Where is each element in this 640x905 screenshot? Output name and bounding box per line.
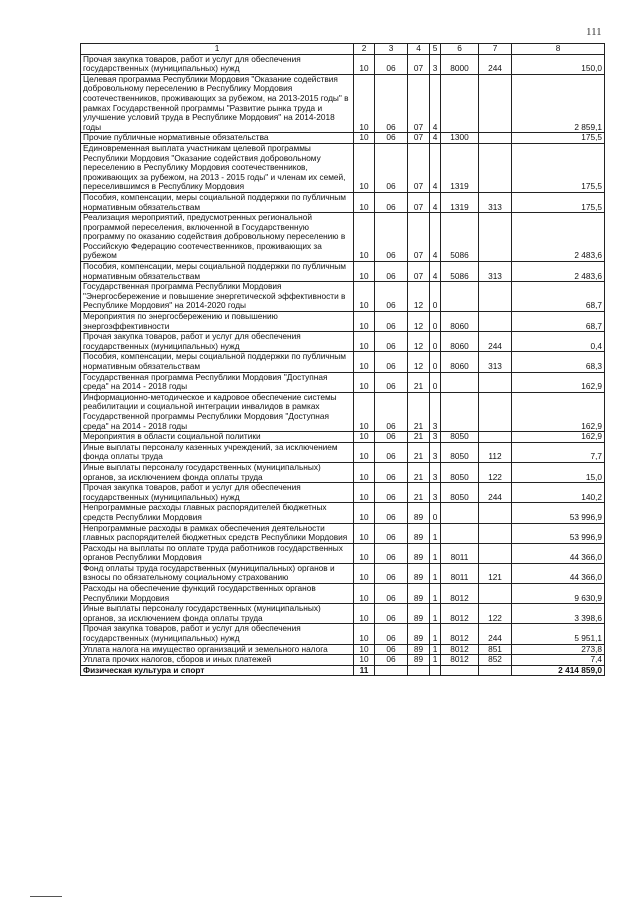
total-row-name: Физическая культура и спорт xyxy=(81,665,354,676)
page-number: 111 xyxy=(586,26,602,38)
row-direction: 8012 xyxy=(441,584,479,604)
row-direction: 1319 xyxy=(441,192,479,212)
total-row xyxy=(81,665,605,676)
row-direction: 8050 xyxy=(441,483,479,503)
row-program: 12 xyxy=(408,312,430,332)
column-header: 4 xyxy=(408,44,430,55)
row-name: Единовременная выплата участникам целевой программы Республики Мордовия "Оказание содействия добровольному переселению в Республику Мордовия соотечественников, проживающих за рубежом, на 2013 - 2015 годы" и членам их семей, переселившимся в Республику Мордовия xyxy=(81,143,354,192)
row-amount: 175,5 xyxy=(512,143,605,192)
row-direction: 1319 xyxy=(441,143,479,192)
row-direction: 8012 xyxy=(441,644,479,655)
row-program: 21 xyxy=(408,483,430,503)
row-direction: 8060 xyxy=(441,312,479,332)
row-subsection: 06 xyxy=(375,54,408,74)
column-header: 3 xyxy=(375,44,408,55)
table-row xyxy=(81,312,605,332)
row-name: Непрограммные расходы в рамках обеспечения деятельности главных распорядителей бюджетных средств Республики Мордовия xyxy=(81,523,354,543)
row-section: 10 xyxy=(354,143,375,192)
bottom-rule xyxy=(30,896,62,897)
table-row xyxy=(81,352,605,372)
row-section: 10 xyxy=(354,483,375,503)
row-direction: 1300 xyxy=(441,133,479,144)
row-amount: 5 951,1 xyxy=(512,624,605,644)
row-type: 112 xyxy=(479,442,512,462)
row-type: 313 xyxy=(479,192,512,212)
table-row xyxy=(81,372,605,392)
table-body xyxy=(81,54,605,665)
row-name: Расходы на выплаты по оплате труда работников государственных органов Республики Мордовия xyxy=(81,543,354,563)
row-amount: 0,4 xyxy=(512,332,605,352)
row-subsection: 06 xyxy=(375,483,408,503)
row-section: 10 xyxy=(354,462,375,482)
row-subprogram: 1 xyxy=(430,543,441,563)
row-direction xyxy=(441,503,479,523)
row-subprogram: 3 xyxy=(430,462,441,482)
row-direction xyxy=(441,372,479,392)
table-row xyxy=(81,624,605,644)
row-program: 07 xyxy=(408,143,430,192)
row-amount: 53 996,9 xyxy=(512,503,605,523)
row-program: 07 xyxy=(408,54,430,74)
row-section: 10 xyxy=(354,372,375,392)
table-row xyxy=(81,503,605,523)
row-type: 122 xyxy=(479,462,512,482)
row-subsection: 06 xyxy=(375,74,408,133)
row-direction xyxy=(441,282,479,312)
row-subsection: 06 xyxy=(375,312,408,332)
row-subsection: 06 xyxy=(375,332,408,352)
row-name: Прочая закупка товаров, работ и услуг для обеспечения государственных (муниципальных) нужд xyxy=(81,624,354,644)
row-amount: 273,8 xyxy=(512,644,605,655)
row-section: 10 xyxy=(354,604,375,624)
row-subsection: 06 xyxy=(375,192,408,212)
table-row xyxy=(81,604,605,624)
row-subprogram: 3 xyxy=(430,483,441,503)
table-row xyxy=(81,332,605,352)
row-type xyxy=(479,312,512,332)
row-program: 21 xyxy=(408,372,430,392)
row-direction: 8012 xyxy=(441,604,479,624)
row-direction: 5086 xyxy=(441,213,479,262)
column-header: 5 xyxy=(430,44,441,55)
row-subsection: 06 xyxy=(375,462,408,482)
row-program: 07 xyxy=(408,213,430,262)
row-type xyxy=(479,584,512,604)
row-name: Уплата прочих налогов, сборов и иных платежей xyxy=(81,655,354,666)
row-section: 10 xyxy=(354,655,375,666)
row-name: Прочая закупка товаров, работ и услуг для обеспечения государственных (муниципальных) нужд xyxy=(81,332,354,352)
row-program: 21 xyxy=(408,432,430,443)
row-program: 89 xyxy=(408,655,430,666)
table-row xyxy=(81,644,605,655)
row-section: 10 xyxy=(354,312,375,332)
row-type: 244 xyxy=(479,332,512,352)
row-amount: 44 366,0 xyxy=(512,543,605,563)
row-amount: 140,2 xyxy=(512,483,605,503)
row-subprogram: 0 xyxy=(430,372,441,392)
row-type: 122 xyxy=(479,604,512,624)
row-direction: 5086 xyxy=(441,262,479,282)
table-row xyxy=(81,392,605,431)
row-program: 07 xyxy=(408,192,430,212)
row-amount: 68,7 xyxy=(512,282,605,312)
row-type: 244 xyxy=(479,483,512,503)
row-name: Целевая программа Республики Мордовия "Оказание содействия добровольному переселению в Республику Мордовия соотечественников, проживающих за рубежом, на 2013-2015 годы" в рамках Государственной программы "Развитие рынка труда и улучшение условий труда в Республике Мордовия" на 2014-2018 годы xyxy=(81,74,354,133)
row-subprogram: 1 xyxy=(430,624,441,644)
row-program: 12 xyxy=(408,282,430,312)
table-row xyxy=(81,543,605,563)
table-row xyxy=(81,563,605,583)
row-subprogram: 1 xyxy=(430,604,441,624)
row-direction: 8012 xyxy=(441,655,479,666)
row-name: Пособия, компенсации, меры социальной поддержки по публичным нормативным обязательствам xyxy=(81,192,354,212)
table-row xyxy=(81,655,605,666)
row-subprogram: 3 xyxy=(430,442,441,462)
row-direction: 8050 xyxy=(441,442,479,462)
row-subsection: 06 xyxy=(375,432,408,443)
row-subsection: 06 xyxy=(375,133,408,144)
row-type: 852 xyxy=(479,655,512,666)
row-subsection: 06 xyxy=(375,563,408,583)
row-name: Иные выплаты персоналу казенных учреждений, за исключением фонда оплаты труда xyxy=(81,442,354,462)
table-row xyxy=(81,192,605,212)
row-type xyxy=(479,372,512,392)
row-subprogram: 0 xyxy=(430,332,441,352)
row-amount: 53 996,9 xyxy=(512,523,605,543)
row-name: Прочая закупка товаров, работ и услуг для обеспечения государственных (муниципальных) нужд xyxy=(81,483,354,503)
row-subsection: 06 xyxy=(375,655,408,666)
row-section: 10 xyxy=(354,192,375,212)
row-amount: 150,0 xyxy=(512,54,605,74)
header-row xyxy=(81,44,605,55)
row-name: Прочие публичные нормативные обязательства xyxy=(81,133,354,144)
row-type xyxy=(479,392,512,431)
row-subprogram: 4 xyxy=(430,262,441,282)
row-type xyxy=(479,503,512,523)
column-header: 8 xyxy=(512,44,605,55)
row-amount: 44 366,0 xyxy=(512,563,605,583)
row-name: Расходы на обеспечение функций государственных органов Республики Мордовия xyxy=(81,584,354,604)
row-subsection: 06 xyxy=(375,624,408,644)
row-direction xyxy=(441,523,479,543)
row-subsection: 06 xyxy=(375,503,408,523)
row-direction: 8012 xyxy=(441,624,479,644)
row-amount: 2 483,6 xyxy=(512,213,605,262)
row-subprogram: 3 xyxy=(430,392,441,431)
row-program: 89 xyxy=(408,644,430,655)
row-name: Информационно-методическое и кадровое обеспечение системы реабилитации и социальной интеграции инвалидов в рамках Государственной программы Республики Мордовия "Доступная среда" на 2014 - 2018 годы xyxy=(81,392,354,431)
row-name: Государственная программа Республики Мордовия "Доступная среда" на 2014 - 2018 годы xyxy=(81,372,354,392)
row-subsection: 06 xyxy=(375,442,408,462)
row-subprogram: 0 xyxy=(430,503,441,523)
row-subprogram: 1 xyxy=(430,655,441,666)
row-amount: 7,7 xyxy=(512,442,605,462)
row-direction: 8060 xyxy=(441,352,479,372)
table-row xyxy=(81,133,605,144)
row-name: Мероприятия в области социальной политики xyxy=(81,432,354,443)
row-subprogram: 4 xyxy=(430,213,441,262)
row-subsection: 06 xyxy=(375,644,408,655)
row-type: 313 xyxy=(479,352,512,372)
row-amount: 7,4 xyxy=(512,655,605,666)
row-name: Пособия, компенсации, меры социальной поддержки по публичным нормативным обязательствам xyxy=(81,262,354,282)
row-section: 10 xyxy=(354,624,375,644)
row-direction: 8060 xyxy=(441,332,479,352)
row-amount: 162,9 xyxy=(512,372,605,392)
row-subsection: 06 xyxy=(375,262,408,282)
row-section: 10 xyxy=(354,352,375,372)
row-type xyxy=(479,523,512,543)
row-subsection: 06 xyxy=(375,543,408,563)
row-name: Государственная программа Республики Мордовия "Энергосбережение и повышение энергетической эффективности в Республике Мордовия" на 2014-2020 годы xyxy=(81,282,354,312)
row-direction: 8011 xyxy=(441,563,479,583)
row-section: 10 xyxy=(354,74,375,133)
row-subprogram: 1 xyxy=(430,644,441,655)
row-section: 10 xyxy=(354,523,375,543)
row-section: 10 xyxy=(354,563,375,583)
table-row xyxy=(81,462,605,482)
row-section: 10 xyxy=(354,213,375,262)
row-section: 10 xyxy=(354,392,375,431)
row-subprogram: 1 xyxy=(430,563,441,583)
table-row xyxy=(81,483,605,503)
row-type: 244 xyxy=(479,54,512,74)
row-program: 89 xyxy=(408,584,430,604)
row-name: Фонд оплаты труда государственных (муниципальных) органов и взносы по обязательному социальному страхованию xyxy=(81,563,354,583)
row-program: 07 xyxy=(408,74,430,133)
row-program: 89 xyxy=(408,543,430,563)
row-subsection: 06 xyxy=(375,584,408,604)
table-row xyxy=(81,523,605,543)
row-type: 313 xyxy=(479,262,512,282)
row-direction: 8000 xyxy=(441,54,479,74)
row-subprogram: 3 xyxy=(430,54,441,74)
row-type xyxy=(479,282,512,312)
row-type: 244 xyxy=(479,624,512,644)
table-row xyxy=(81,442,605,462)
row-program: 21 xyxy=(408,392,430,431)
row-subsection: 06 xyxy=(375,282,408,312)
row-section: 10 xyxy=(354,332,375,352)
row-program: 07 xyxy=(408,133,430,144)
row-amount: 68,7 xyxy=(512,312,605,332)
row-section: 10 xyxy=(354,54,375,74)
row-subprogram: 4 xyxy=(430,143,441,192)
total-row-amount: 2 414 859,0 xyxy=(512,665,605,676)
row-program: 07 xyxy=(408,262,430,282)
row-section: 10 xyxy=(354,503,375,523)
row-program: 21 xyxy=(408,462,430,482)
total-row-section: 11 xyxy=(354,665,375,676)
row-amount: 2 483,6 xyxy=(512,262,605,282)
row-program: 89 xyxy=(408,624,430,644)
row-subprogram: 0 xyxy=(430,312,441,332)
row-amount: 175,5 xyxy=(512,192,605,212)
table-row xyxy=(81,74,605,133)
column-header: 1 xyxy=(81,44,354,55)
row-type xyxy=(479,432,512,443)
row-subsection: 06 xyxy=(375,352,408,372)
row-amount: 15,0 xyxy=(512,462,605,482)
row-section: 10 xyxy=(354,442,375,462)
row-amount: 162,9 xyxy=(512,432,605,443)
row-type xyxy=(479,74,512,133)
table-row xyxy=(81,262,605,282)
column-header: 2 xyxy=(354,44,375,55)
row-program: 89 xyxy=(408,523,430,543)
row-subprogram: 3 xyxy=(430,432,441,443)
row-name: Пособия, компенсации, меры социальной поддержки по публичным нормативным обязательствам xyxy=(81,352,354,372)
row-subsection: 06 xyxy=(375,523,408,543)
row-type xyxy=(479,143,512,192)
row-subprogram: 0 xyxy=(430,352,441,372)
row-program: 89 xyxy=(408,503,430,523)
budget-table xyxy=(80,43,605,676)
row-name: Прочая закупка товаров, работ и услуг для обеспечения государственных (муниципальных) нужд xyxy=(81,54,354,74)
row-amount: 175,5 xyxy=(512,133,605,144)
row-subprogram: 4 xyxy=(430,192,441,212)
row-direction: 8011 xyxy=(441,543,479,563)
row-amount: 9 630,9 xyxy=(512,584,605,604)
row-subprogram: 1 xyxy=(430,584,441,604)
row-section: 10 xyxy=(354,262,375,282)
row-subsection: 06 xyxy=(375,372,408,392)
column-header: 6 xyxy=(441,44,479,55)
row-type: 121 xyxy=(479,563,512,583)
table-row xyxy=(81,432,605,443)
row-program: 12 xyxy=(408,332,430,352)
row-type xyxy=(479,543,512,563)
row-name: Мероприятия по энергосбережению и повышению энергоэффективности xyxy=(81,312,354,332)
row-subprogram: 4 xyxy=(430,133,441,144)
row-type xyxy=(479,213,512,262)
row-name: Иные выплаты персоналу государственных (муниципальных) органов, за исключением фонда оплаты труда xyxy=(81,462,354,482)
row-amount: 3 398,6 xyxy=(512,604,605,624)
row-subprogram: 4 xyxy=(430,74,441,133)
row-amount: 68,3 xyxy=(512,352,605,372)
row-type: 851 xyxy=(479,644,512,655)
row-name: Непрограммные расходы главных распорядителей бюджетных средств Республики Мордовия xyxy=(81,503,354,523)
row-name: Иные выплаты персоналу государственных (муниципальных) органов, за исключением фонда оплаты труда xyxy=(81,604,354,624)
row-program: 12 xyxy=(408,352,430,372)
row-subsection: 06 xyxy=(375,392,408,431)
row-amount: 2 859,1 xyxy=(512,74,605,133)
row-name: Уплата налога на имущество организаций и земельного налога xyxy=(81,644,354,655)
row-type xyxy=(479,133,512,144)
row-section: 10 xyxy=(354,133,375,144)
row-subsection: 06 xyxy=(375,213,408,262)
table-row xyxy=(81,282,605,312)
row-section: 10 xyxy=(354,543,375,563)
table-row xyxy=(81,584,605,604)
column-header: 7 xyxy=(479,44,512,55)
row-program: 89 xyxy=(408,604,430,624)
row-section: 10 xyxy=(354,282,375,312)
row-direction: 8050 xyxy=(441,462,479,482)
row-subprogram: 0 xyxy=(430,282,441,312)
table-row xyxy=(81,54,605,74)
row-subprogram: 1 xyxy=(430,523,441,543)
row-name: Реализация мероприятий, предусмотренных региональной программой переселения, включенной в Государственную программу по оказанию содействия добровольному переселению в Российскую Федерацию соотечественников, проживающих за рубежом xyxy=(81,213,354,262)
row-section: 10 xyxy=(354,432,375,443)
row-section: 10 xyxy=(354,644,375,655)
table-row xyxy=(81,213,605,262)
row-direction xyxy=(441,74,479,133)
row-direction: 8050 xyxy=(441,432,479,443)
row-program: 89 xyxy=(408,563,430,583)
row-section: 10 xyxy=(354,584,375,604)
row-amount: 162,9 xyxy=(512,392,605,431)
row-program: 21 xyxy=(408,442,430,462)
table-row xyxy=(81,143,605,192)
row-subsection: 06 xyxy=(375,604,408,624)
row-subsection: 06 xyxy=(375,143,408,192)
row-direction xyxy=(441,392,479,431)
